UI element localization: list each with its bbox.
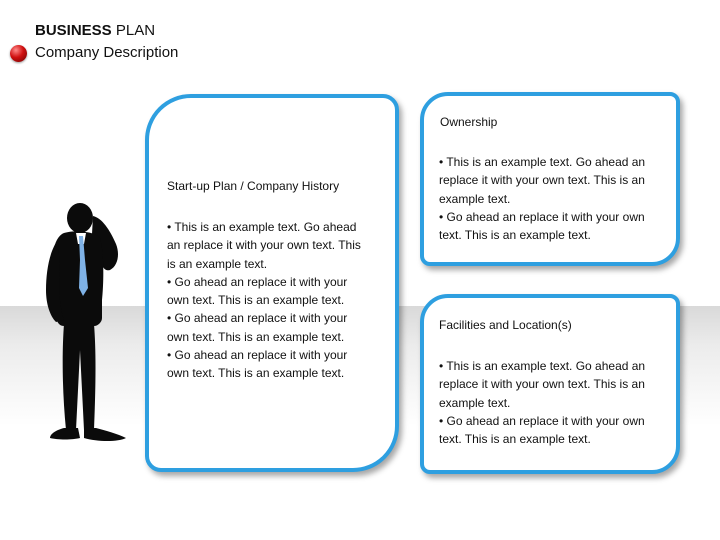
list-item: • Go ahead an replace it with your own text. This is an example text. <box>439 413 645 447</box>
slide-title-rest: PLAN <box>111 22 156 39</box>
slide-subtitle: Company Description <box>35 44 179 61</box>
startup-plan-title: Start-up Plan / Company History <box>167 179 340 193</box>
slide-title-bold: BUSINESS <box>35 22 112 39</box>
list-item: • This is an example text. Go ahead an replace it with your own text. This is an example text. <box>439 359 646 410</box>
facilities-title: Facilities and Location(s) <box>439 318 572 332</box>
list-item: • Go ahead an replace it with your own text. This is an example text. <box>439 209 645 243</box>
ownership-title: Ownership <box>440 115 498 129</box>
red-ball-icon <box>10 45 27 62</box>
list-item: • Go ahead an replace it with your own text. This is an example text. <box>167 348 348 381</box>
list-item: • This is an example text. Go ahead an replace it with your own text. This is an example text. <box>167 220 361 271</box>
list-item: • Go ahead an replace it with your own text. This is an example text. <box>167 311 348 344</box>
slide-title <box>35 20 155 42</box>
list-item: • Go ahead an replace it with your own text. This is an example text. <box>167 274 348 308</box>
startup-plan-body <box>167 218 369 383</box>
list-item: • This is an example text. Go ahead an replace it with your own text. This is an example text. <box>439 155 646 206</box>
slide-header <box>35 20 179 61</box>
facilities-body <box>439 357 663 448</box>
businessman-silhouette-icon <box>38 200 130 450</box>
ownership-body <box>439 153 663 244</box>
